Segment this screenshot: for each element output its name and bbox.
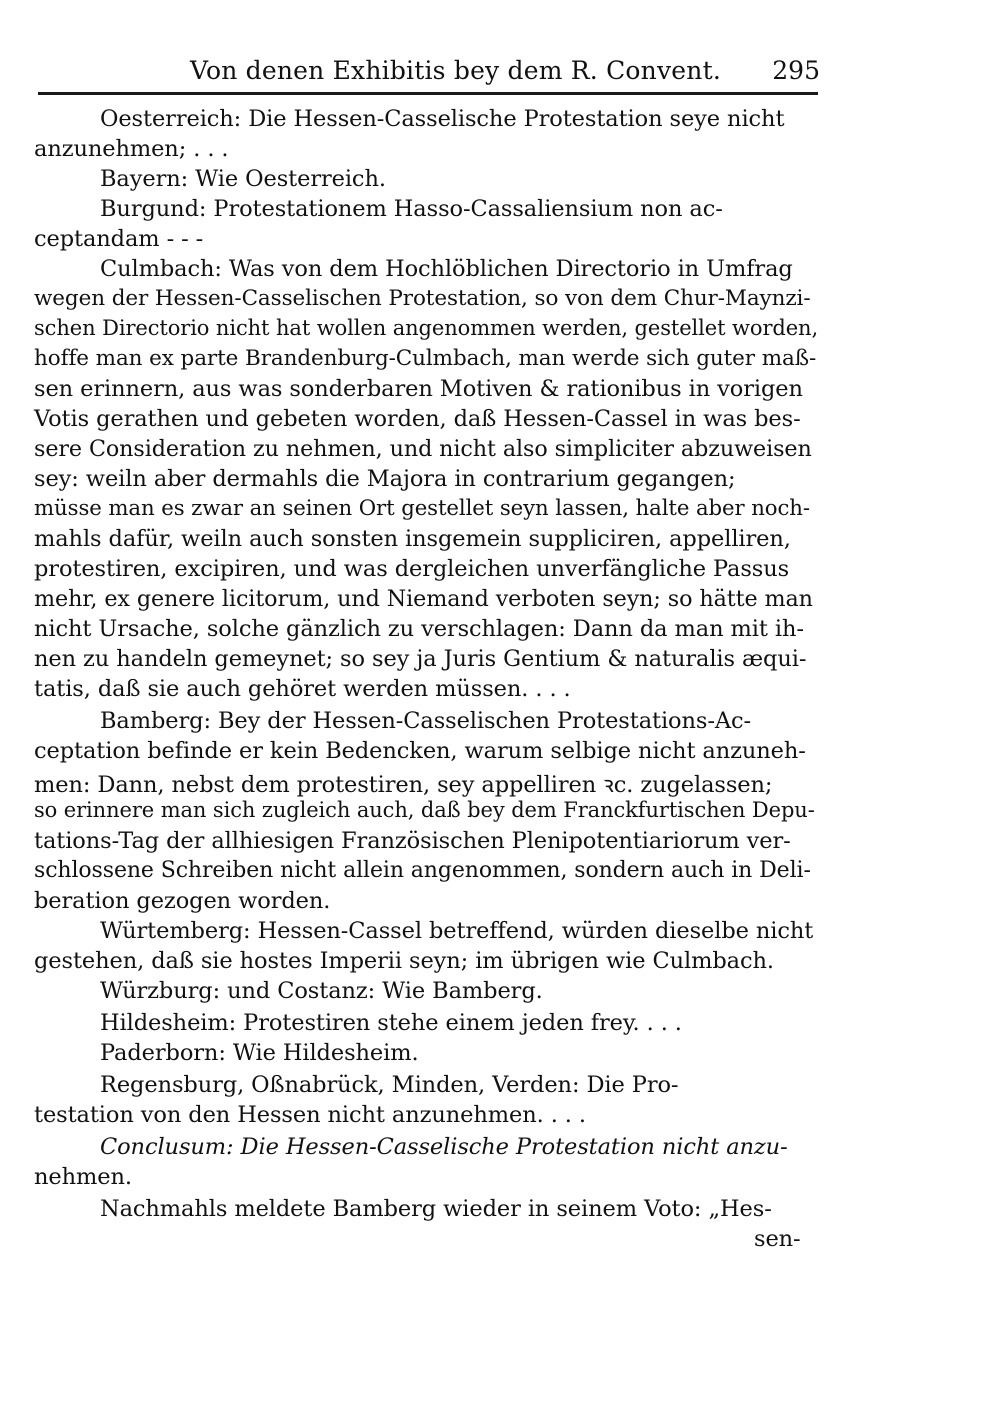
- text-line: Würtemberg: Hessen-Cassel betreffend, würden dieselbe nicht: [100, 918, 814, 944]
- text-line: Hildesheim: Protestiren stehe einem jeden frey. . . .: [100, 1010, 682, 1036]
- text-line: mehr, ex genere licitorum, und Niemand verboten seyn; so hätte man: [34, 586, 813, 612]
- text-line: sere Consideration zu nehmen, und nicht also simpliciter abzuweisen: [34, 436, 812, 462]
- text-line: Paderborn: Wie Hildesheim.: [100, 1040, 419, 1066]
- running-title: Von denen Exhibitis bey dem R. Convent.: [190, 56, 721, 85]
- text-line: protestiren, excipiren, und was dergleichen unverfängliche Passus: [34, 556, 790, 582]
- text-line: Regensburg, Oßnabrück, Minden, Verden: Die Pro-: [100, 1072, 679, 1098]
- text-line: Würzburg: und Costanz: Wie Bamberg.: [100, 978, 543, 1004]
- text-line: Nachmahls meldete Bamberg wieder in seinem Voto: „Hes-: [100, 1196, 772, 1222]
- text-line: so erinnere man sich zugleich auch, daß bey dem Franckfurtischen Depu-: [34, 798, 815, 822]
- text-line: Burgund: Protestationem Hasso-Cassaliensium non ac-: [100, 196, 723, 222]
- text-line: müsse man es zwar an seinen Ort gestellet seyn lassen, halte aber noch-: [34, 496, 810, 521]
- text-line: gestehen, daß sie hostes Imperii seyn; im übrigen wie Culmbach.: [34, 948, 774, 974]
- text-line: sen erinnern, aus was sonderbaren Motiven & rationibus in vorigen: [34, 376, 803, 402]
- text-line: Conclusum: Die Hessen-Casselische Protestation nicht anzu-: [100, 1134, 788, 1160]
- text-line: anzunehmen; . . .: [34, 136, 229, 162]
- page-header: [190, 52, 820, 92]
- text-line: tations-Tag der allhiesigen Französischen Plenipotentiariorum ver-: [34, 828, 791, 854]
- text-line: beration gezogen worden.: [34, 888, 331, 914]
- text-line: nicht Ursache, solche gänzlich zu verschlagen: Dann da man mit ih-: [34, 616, 804, 642]
- text-line: nen zu handeln gemeynet; so sey ja Juris Gentium & naturalis æqui-: [34, 646, 807, 672]
- text-line: hoffe man ex parte Brandenburg-Culmbach, man werde sich guter maß-: [34, 346, 817, 371]
- text-line: Votis gerathen und gebeten worden, daß Hessen-Cassel in was bes-: [34, 406, 801, 432]
- text-line: wegen der Hessen-Casselischen Protestation, so von dem Chur-Maynzi-: [34, 286, 811, 311]
- text-line: testation von den Hessen nicht anzunehmen. . . .: [34, 1102, 586, 1128]
- text-line: schen Directorio nicht hat wollen angenommen werden, gestellet worden,: [34, 316, 819, 340]
- text-line: tatis, daß sie auch gehöret werden müssen. . . .: [34, 676, 571, 702]
- text-line: Oesterreich: Die Hessen-Casselische Protestation seye nicht: [100, 106, 785, 132]
- text-line: mahls dafür, weiln auch sonsten insgemein suppliciren, appelliren,: [34, 526, 791, 552]
- text-line: nehmen.: [34, 1164, 132, 1190]
- text-line: ceptation befinde er kein Bedencken, warum selbige nicht anzuneh-: [34, 738, 806, 764]
- text-line: sen-: [754, 1226, 801, 1252]
- page-number: 295: [772, 56, 820, 85]
- text-line: sey: weiln aber dermahls die Majora in contrarium gegangen;: [34, 466, 736, 492]
- text-line: schlossene Schreiben nicht allein angenommen, sondern auch in Deli-: [34, 858, 811, 883]
- header-rule: [38, 92, 818, 95]
- text-line: Bayern: Wie Oesterreich.: [100, 166, 386, 192]
- text-line: Culmbach: Was von dem Hochlöblichen Directorio in Umfrag: [100, 256, 793, 282]
- text-line: Bamberg: Bey der Hessen-Casselischen Protestations-Ac-: [100, 708, 751, 734]
- text-line: ceptandam - - -: [34, 226, 204, 252]
- text-line: men: Dann, nebst dem protestiren, sey appelliren ꝛc. zugelassen;: [34, 772, 773, 798]
